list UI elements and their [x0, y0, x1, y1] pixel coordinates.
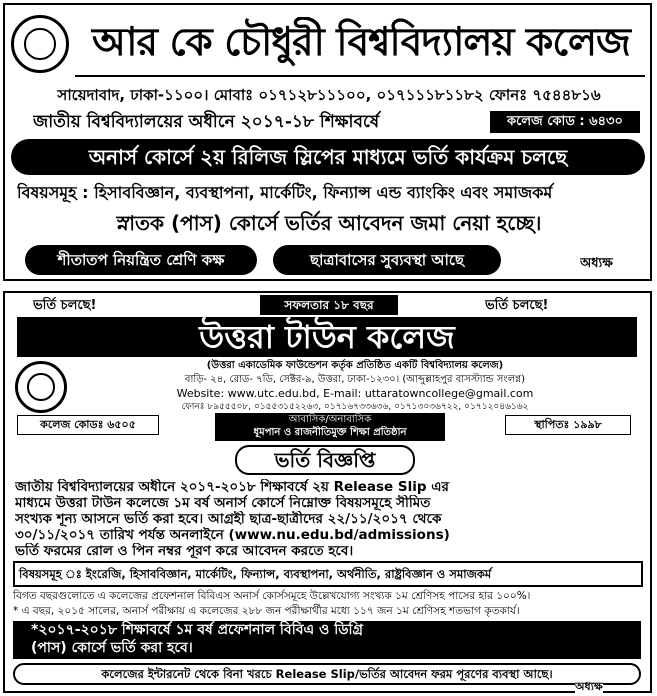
college-code-badge: কলেজ কোড : ৬৪৩০: [490, 111, 640, 133]
notice-line: জাতীয় বিশ্ববিদ্যালয়ের অধীনে ২০১৭-২০১৮ শিক্ষাবর্ষে ২য় Release Slip এর: [15, 479, 449, 495]
admission-notice-body: [15, 479, 641, 559]
admission-headline: অনার্স কোর্সে ২য় রিলিজ স্লিপের মাধ্যমে ভর্তি কার্যক্রম চলছে: [11, 139, 645, 175]
uttara-town-college-ad: [3, 291, 652, 693]
established-badge: স্থাপিতঃ ১৯৯৮: [505, 415, 631, 435]
honours-results-text: * এ বছর, ২০১৫ সালের, অনার্স পরীক্ষায় এ কলেজের ২৮৮ জন পরীক্ষার্থীর মধ্যে ১১৭ জন ১ম শ্রেণিসহ শতভাগ কৃতকার্য।: [13, 605, 520, 617]
rk-chowdhury-ad: [3, 3, 652, 281]
online-facility-note: কলেজের ইন্টারনেট থেকে বিনা খরচে Release Slip/ভর্তির আবেদন ফরম পূরণের ব্যবস্থা আছে।: [13, 663, 641, 685]
subjects-list: বিষয়সমূহ ঃ ইংরেজি, হিসাববিজ্ঞান, মার্কেটিং, ফিন্যান্স, ব্যবস্থাপনা, অর্থনীতি, রাষ্ট্রবিজ্ঞান ও সমাজকর্ম: [13, 561, 643, 587]
notice-title: ভর্তি বিজ্ঞপ্তি: [235, 445, 415, 475]
principal-signature: অধ্যক্ষ: [575, 681, 603, 693]
pass-course-text: স্নাতক (পাস) কোর্সে ভর্তির আবেদন জমা নেয়া হচ্ছে।: [116, 211, 542, 235]
phone-numbers: ফোনঃ ৮৯৫৫৫০৮, ০১৫৫৩১৫২২৬৩, ০১৭১৬৭৩৩৬৩৬, ০১৭১৩০৩৬৭২২, ০১৭১২০৪৬১৬২: [181, 402, 529, 412]
college-logo: [11, 15, 69, 73]
college-address: বাড়ি- ২৪, রোড- ৭ডি, সেক্টর-৯, উত্তরা, ঢাকা-১২৩০। (আব্দুল্লাহপুর বাসস্ট্যান্ড সংলগ্ন): [184, 374, 526, 385]
college-logo: [15, 361, 67, 413]
subjects-list: বিষয়সমূহ : হিসাববিজ্ঞান, ব্যবস্থাপনা, মার্কেটিং, ফিন্যান্স এন্ড ব্যাংকিং এবং সমাজকর্ম: [17, 183, 553, 202]
college-title-banner: উত্তরা টাউন কলেজ: [17, 317, 637, 357]
admission-ongoing-left: ভর্তি চলছে!: [33, 298, 97, 313]
feature-ac-classroom: শীতাতপ নিয়ন্ত্রিত শ্রেণি কক্ষ: [25, 245, 257, 275]
contact-info: Website: www.utc.edu.bd, E-mail: uttaratowncollege@gmail.com: [176, 387, 534, 400]
motto-box: [215, 413, 445, 441]
admission-ongoing-right: ভর্তি চলছে!: [485, 298, 549, 313]
feature-hostel: ছাত্রাবাসের সুব্যবস্থা আছে: [273, 245, 501, 275]
past-results-text: বিগত বছরগুলোতে এ কলেজের প্রফেশনাল বিবিএস অনার্স কোর্সসমূহে উল্লেখযোগ্য সংখ্যক ১ম শ্রেণিসহ পাসের হার ১০০%।: [13, 590, 531, 602]
affiliation-text: জাতীয় বিশ্ববিদ্যালয়ের অধীনে ২০১৭-১৮ শিক্ষাবর্ষে: [33, 112, 380, 132]
professional-line-1: *২০১৭-২০১৮ শিক্ষাবর্ষে ১ম বর্ষ প্রফেশনাল বিবিএ ও ডিগ্রি: [31, 622, 364, 638]
residential-text: আবাসিক/অনাবাসিক: [288, 414, 372, 425]
notice-line: মাধ্যমে উত্তরা টাউন কলেজে ১ম বর্ষ অনার্স কোর্সে নিম্নোক্ত বিষয়সমূহে সীমিত: [15, 495, 431, 511]
college-code-badge: কলেজ কোডঃ ৬৫০৫: [17, 415, 159, 435]
college-address: সায়েদাবাদ, ঢাকা-১১০০। মোবাঃ ০১৭১২৮১১১০০, ০১৭১১১৮১১৮২ ফোনঃ ৭৫৪৪৮১৬: [57, 86, 601, 104]
college-title: আর কে চৌধুরী বিশ্ববিদ্যালয় কলেজ: [92, 20, 630, 65]
founder-text: (উত্তরা একাডেমিক ফাউন্ডেশন কর্তৃক প্রতিষ্ঠিত একটি বিশ্ববিদ্যালয় কলেজ): [206, 360, 504, 371]
notice-line: ভর্তি ফরমের রোল ও পিন নম্বর পূরণ করে আবেদন করতে হবে।: [15, 543, 354, 559]
no-smoking-politics-text: ধূমপান ও রাজনীতিমুক্ত শিক্ষা প্রতিষ্ঠান: [253, 427, 407, 438]
notice-line: ৩০/১১/২০১৭ তারিখ পর্যন্ত অনলাইনে (www.nu.edu.bd/admissions): [15, 527, 450, 543]
notice-line: সংখ্যক শূন্য আসনে ভর্তি করা হবে। আগ্রহী ছাত্র-ছাত্রীদের ২২/১১/২০১৭ থেকে: [15, 511, 442, 527]
success-years-badge: সফলতার ১৮ বছর: [260, 295, 398, 315]
professional-course-banner: [13, 621, 641, 659]
professional-line-2: (পাস) কোর্সে ভর্তি করা হবে।: [31, 640, 193, 656]
principal-signature: অধ্যক্ষ: [580, 256, 613, 271]
